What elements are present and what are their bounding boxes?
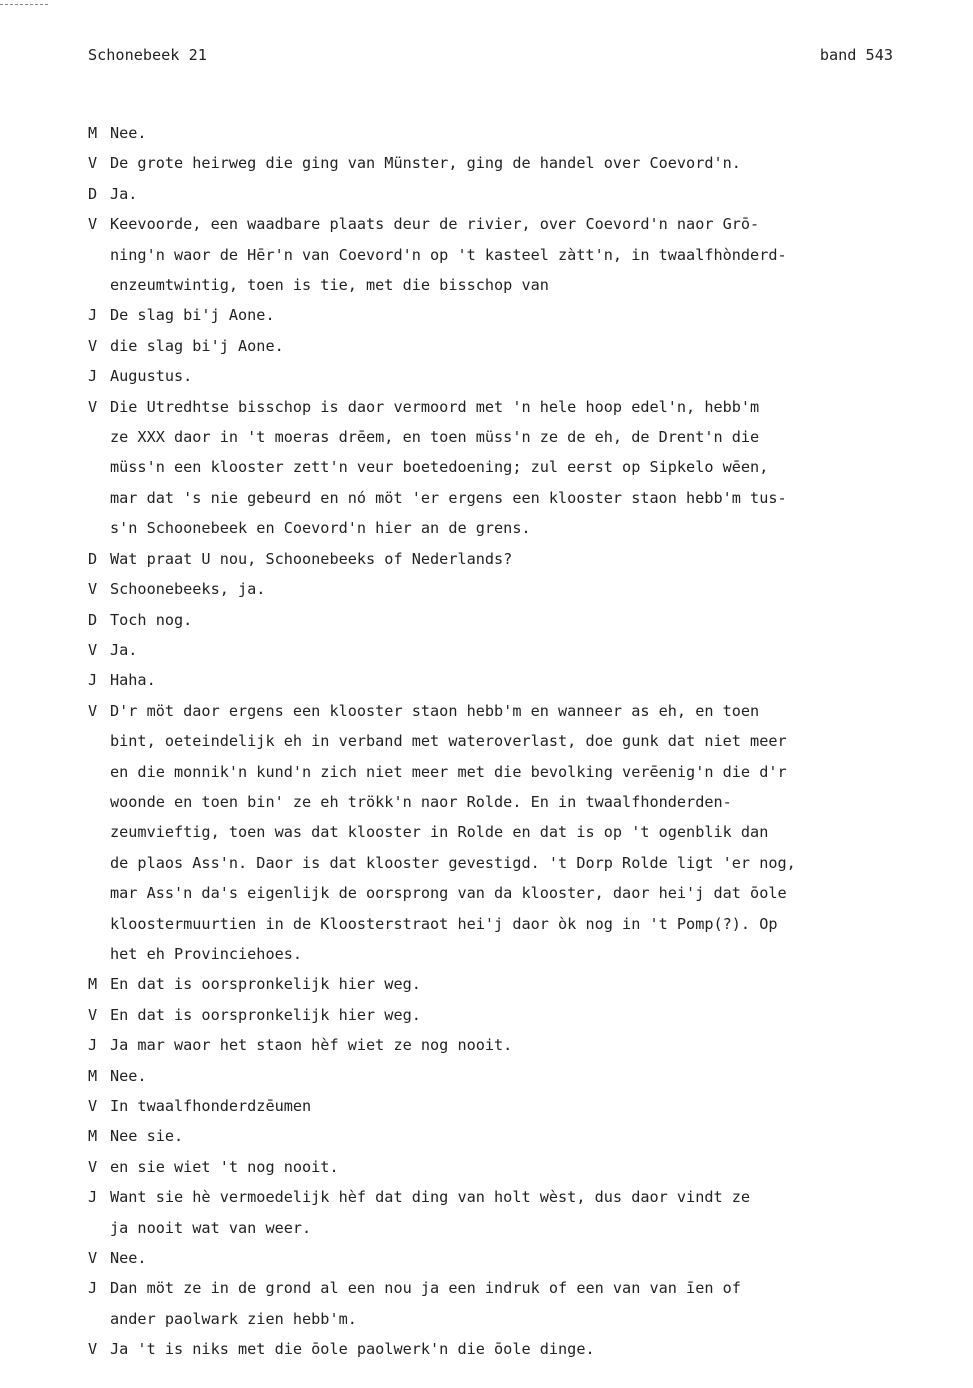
transcript-line: [88, 118, 908, 148]
utterance-text: Die Utredhtse bisschop is daor vermoord met 'n hele hoop edel'n, hebb'm ze XXX daor in 't moeras drēem, en toen müss'n ze de eh, de Drent'n die müss'n een klooster zett'n veur boetedoening; zul eerst op Sipkelo wēen, mar dat 's nie gebeurd en nó möt 'er ergens een klooster staon hebb'm tus- s'n Schoonebeek en Coevord'n hier an de grens.: [110, 397, 787, 538]
transcript-line: [88, 1152, 908, 1182]
utterance-text: In twaalfhonderdzēumen: [110, 1097, 312, 1115]
speaker-code: J: [88, 367, 98, 386]
utterance-text: D'r möt daor ergens een klooster staon hebb'm en wanneer as eh, en toen bint, oeteindelijk eh in verband met wateroverlast, doe gunk dat niet meer en die monnik'n kund'n zich niet meer met die bevolking verēenig'n die d'r woonde en toen bin' ze eh trökk'n naor Rolde. En in twaalfhonderden- zeumvieftig, toen was dat klooster in Rolde en dat is op 't ogenblik dan de plaos Ass'n. Daor is dat klooster gevestigd. 't Dorp Rolde ligt 'er nog, mar Ass'n da's eigenlijk de oorsprong van da klooster, daor hei'j dat ōole kloostermuurtien in de Kloosterstraot hei'j daor òk nog in 't Pomp(?). Op het eh Provinciehoes.: [110, 701, 796, 963]
speaker-code: V: [88, 397, 98, 416]
transcript-line: [88, 635, 908, 665]
page-header: [88, 46, 893, 66]
speaker-code: J: [88, 1279, 98, 1298]
utterance-text: De grote heirweg die ging van Münster, ging de handel over Coevord'n.: [110, 154, 741, 173]
utterance-text: Nee.: [110, 1249, 147, 1268]
utterance-text: Nee.: [110, 1066, 147, 1085]
transcript-line: [88, 392, 908, 544]
utterance-text: Ja.: [110, 640, 138, 659]
utterance-text: Ja mar waor het staon hèf wiet ze nog nooit.: [110, 1036, 513, 1055]
utterance-text: De slag bi'j Aone.: [110, 306, 275, 325]
utterance-text: Ja 't is niks met die ōole paolwerk'n die ōole dinge.: [110, 1340, 595, 1359]
transcript-line: [88, 605, 908, 635]
transcript-line: [88, 1121, 908, 1151]
transcript-line: [88, 1061, 908, 1091]
page-corner-mark: [0, 4, 48, 5]
speaker-code: V: [88, 1005, 98, 1024]
speaker-code: V: [88, 701, 98, 720]
speaker-code: D: [88, 610, 98, 629]
transcript-line: [88, 1273, 908, 1334]
transcript-line: [88, 1334, 908, 1364]
speaker-code: V: [88, 154, 98, 173]
speaker-code: D: [88, 184, 98, 203]
utterance-text: En dat is oorspronkelijk hier weg.: [110, 1005, 421, 1024]
speaker-code: V: [88, 336, 98, 355]
utterance-text: Augustus.: [110, 367, 193, 386]
transcript-line: [88, 1030, 908, 1060]
transcript-line: [88, 665, 908, 695]
speaker-code: J: [88, 671, 98, 690]
speaker-code: V: [88, 580, 98, 599]
utterance-text: Want sie hè vermoedelijk hèf dat ding van holt wèst, dus daor vindt ze ja nooit wat van weer.: [110, 1188, 751, 1237]
speaker-code: D: [88, 549, 98, 568]
utterance-text: Haha.: [110, 671, 156, 690]
transcript-line: [88, 361, 908, 391]
tape-number: band 543: [819, 46, 893, 64]
utterance-text: die slag bi'j Aone.: [110, 336, 284, 355]
utterance-text: En dat is oorspronkelijk hier weg.: [110, 975, 421, 994]
speaker-code: M: [88, 1066, 98, 1085]
speaker-code: V: [88, 215, 98, 234]
transcript-line: [88, 209, 908, 300]
utterance-text: Dan möt ze in de grond al een nou ja een indruk of een van van īen of ander paolwark zien hebb'm.: [110, 1279, 741, 1328]
transcript-line: [88, 331, 908, 361]
utterance-text: Wat praat U nou, Schoonebeeks of Nederlands?: [110, 549, 513, 568]
speaker-code: V: [88, 1249, 98, 1268]
transcript-line: [88, 179, 908, 209]
speaker-code: M: [88, 124, 98, 142]
speaker-code: V: [88, 1157, 98, 1176]
transcript-line: [88, 969, 908, 999]
utterance-text: Ja.: [110, 184, 138, 203]
speaker-code: M: [88, 975, 98, 994]
speaker-code: J: [88, 1188, 98, 1207]
speaker-code: V: [88, 1340, 98, 1359]
speaker-code: V: [88, 1097, 98, 1115]
utterance-text: en sie wiet 't nog nooit.: [110, 1157, 339, 1176]
utterance-text: Nee.: [110, 124, 147, 142]
utterance-text: Toch nog.: [110, 610, 193, 629]
transcript-line: [88, 1243, 908, 1273]
speaker-code: J: [88, 306, 98, 325]
document-title: Schonebeek 21: [88, 46, 207, 64]
speaker-code: J: [88, 1036, 98, 1055]
transcript-line: [88, 1091, 908, 1121]
utterance-text: Nee sie.: [110, 1127, 184, 1146]
transcript-line: [88, 544, 908, 574]
speaker-code: M: [88, 1127, 98, 1146]
transcript-body: [88, 118, 908, 1365]
transcript-line: [88, 148, 908, 178]
transcript-line: [88, 300, 908, 330]
transcript-line: [88, 1000, 908, 1030]
utterance-text: Keevoorde, een waadbare plaats deur de rivier, over Coevord'n naor Grō- ning'n waor de Hēr'n van Coevord'n op 't kasteel zàtt'n, in twaalfhònderd- enzeumtwintig, toen is tie, met die bisschop van: [110, 215, 787, 295]
transcript-line: [88, 1182, 908, 1243]
transcript-line: [88, 696, 908, 970]
transcript-line: [88, 574, 908, 604]
utterance-text: Schoonebeeks, ja.: [110, 580, 266, 599]
speaker-code: V: [88, 640, 98, 659]
